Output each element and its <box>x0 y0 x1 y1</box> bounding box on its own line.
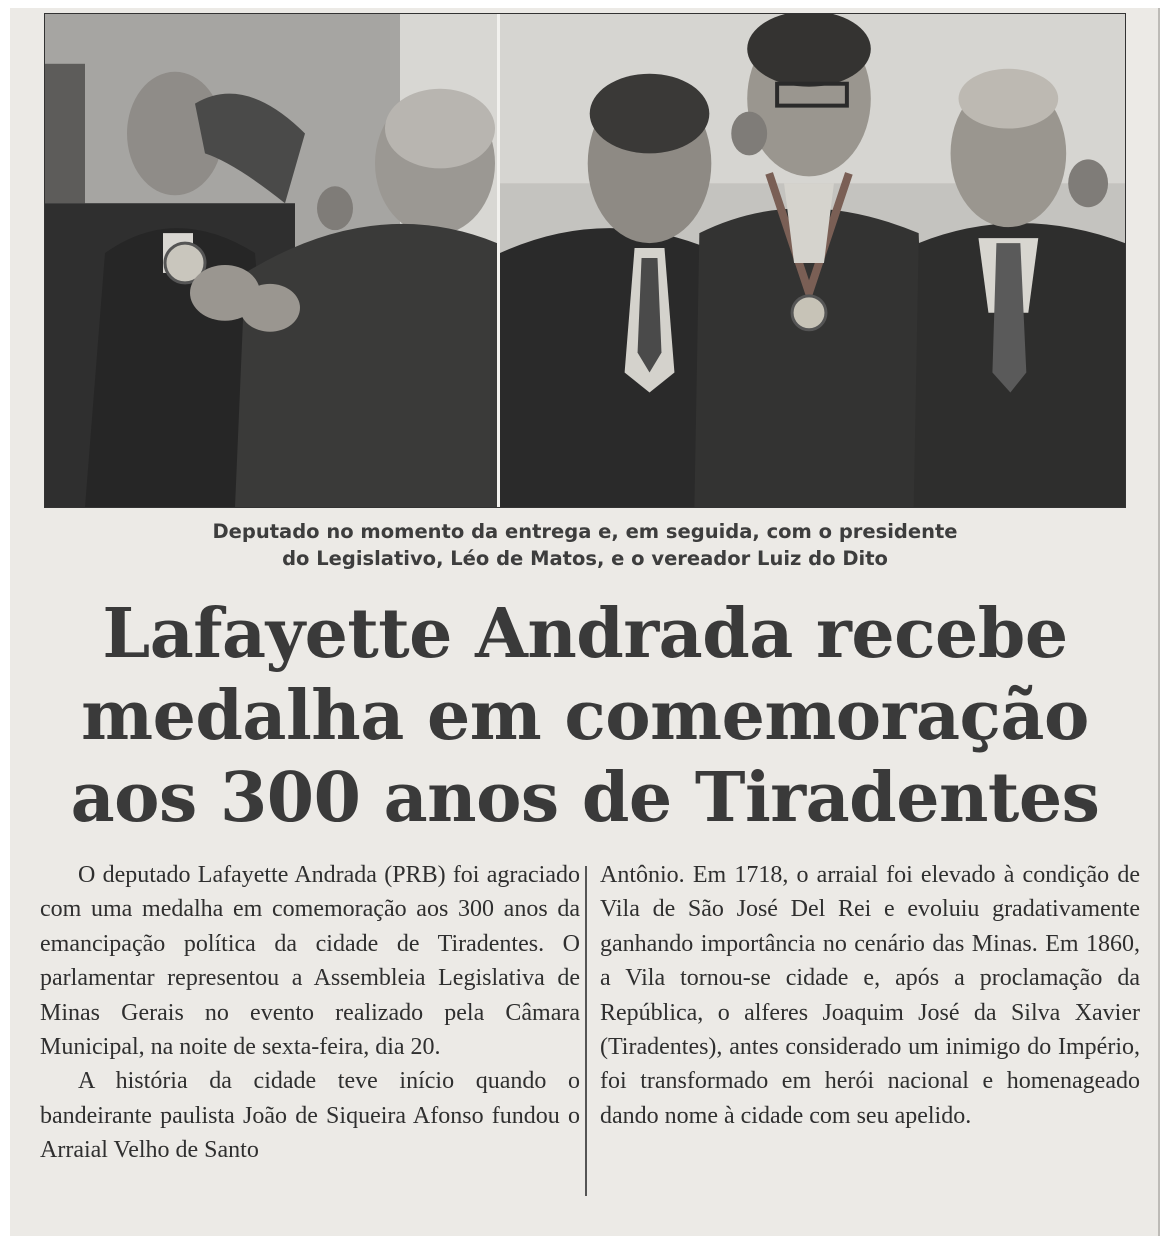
photo-frame <box>44 13 1126 508</box>
photo-caption <box>50 518 1120 572</box>
paragraph-2-continued: Antônio. Em 1718, o arraial foi elevado à condição de Vila de São José Del Rei e evoluiu gradativamente ganhando importância no cenário das Minas. Em 1860, a Vila tornou-se cidade e, após a proclamação da República, o alferes Joaquim José da Silva Xavier (Tiradentes), antes considerado um inimigo do Império, foi transformado em herói nacional e homenageado dando nome à cidade com seu apelido. <box>600 862 1140 1129</box>
article-column-right <box>600 858 1140 1133</box>
article-column-left <box>40 858 580 1168</box>
photo-three-men <box>500 14 1125 507</box>
paragraph-2: A história da cidade teve início quando o bandeirante paulista João de Siqueira Afonso fundou o Arraial Velho de Santo <box>40 1068 580 1164</box>
clipping-edge <box>1158 8 1160 1236</box>
headline-line-3: aos 300 anos de Tiradentes <box>70 758 1100 838</box>
column-divider <box>585 866 587 1196</box>
headline-line-2: medalha em comemoração <box>81 676 1089 756</box>
photo-medal-ceremony <box>45 14 500 507</box>
caption-line-2: do Legislativo, Léo de Matos, e o vereador Luiz do Dito <box>282 547 888 570</box>
paragraph-1: O deputado Lafayette Andrada (PRB) foi agraciado com uma medalha em comemoração aos 300 anos da emancipação política da cidade de Tiradentes. O parlamentar representou a Assembleia Legislativa de Minas Gerais no evento realizado pela Câmara Municipal, na noite de sexta-feira, dia 20. <box>40 862 580 1061</box>
article-headline <box>30 593 1140 839</box>
headline-line-1: Lafayette Andrada recebe <box>102 594 1068 674</box>
caption-line-1: Deputado no momento da entrega e, em seguida, com o presidente <box>212 520 958 543</box>
newspaper-clipping <box>10 8 1160 1236</box>
